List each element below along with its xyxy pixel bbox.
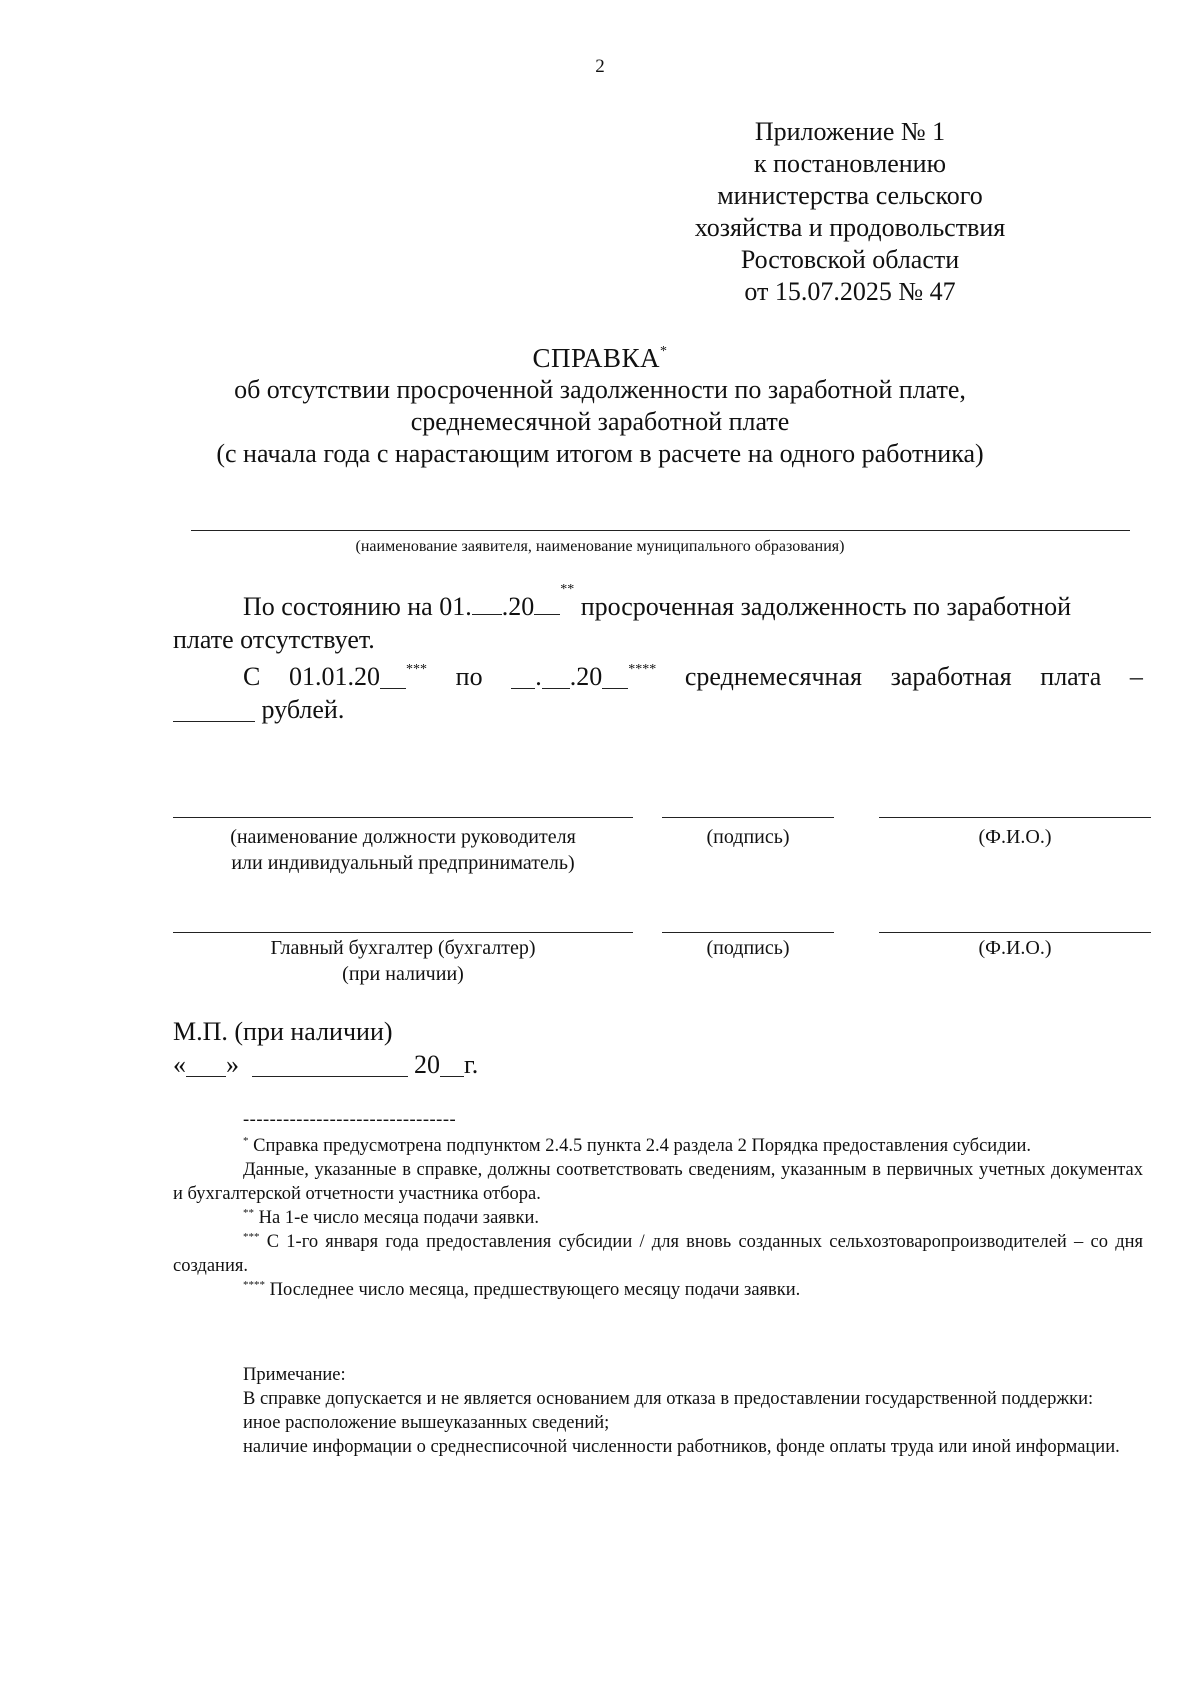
footnote-mark: ***	[243, 1231, 260, 1243]
paragraph-salary	[173, 660, 1143, 726]
blank-date-year	[440, 1052, 464, 1077]
blank-day	[511, 664, 535, 689]
date-year-suffix: г.	[464, 1050, 479, 1079]
title-line: среднемесячной заработной плате	[410, 407, 790, 436]
title-footnote-mark: *	[660, 344, 668, 359]
blank-date-month	[252, 1052, 408, 1077]
footnote-3	[173, 1230, 1143, 1278]
date-quote-open: «	[173, 1050, 186, 1079]
accountant-position-line	[173, 932, 633, 933]
p1-text-d: плате отсутствует.	[173, 625, 375, 654]
blank-year	[534, 590, 560, 615]
p2-word: среднемесячная	[684, 662, 862, 691]
footnote-mark: ***	[406, 662, 427, 677]
blank-salary-amount	[173, 697, 255, 722]
p2-word: по	[455, 662, 483, 691]
footnote-mark: **	[560, 582, 575, 597]
approval-line: от 15.07.2025 № 47	[744, 277, 956, 306]
title-heading: СПРАВКА	[532, 343, 661, 373]
footnote-text: С 1-го января года предоставления субсидии / для вновь созданных сельхозтоваропроизводителей – со дня создания.	[173, 1232, 1144, 1276]
document-title	[0, 342, 1200, 470]
footnotes	[173, 1108, 1143, 1302]
notes-heading: Примечание:	[243, 1365, 346, 1385]
date-year-prefix: 20	[414, 1050, 440, 1079]
notes	[173, 1363, 1143, 1459]
director-signature-line	[662, 817, 834, 818]
stamp-block	[173, 1015, 478, 1081]
applicant-name-line	[191, 530, 1130, 531]
accountant-position-caption	[173, 935, 633, 987]
director-name-line	[879, 817, 1151, 818]
applicant-caption: (наименование заявителя, наименование муниципального образования)	[355, 538, 845, 555]
p2-word: заработная	[890, 662, 1012, 691]
director-position-line	[173, 817, 633, 818]
footnote-separator: --------------------------------	[243, 1110, 457, 1130]
page-number: 2	[595, 56, 605, 77]
approval-line: министерства сельского	[717, 181, 983, 210]
note-item: иное расположение вышеуказанных сведений;	[243, 1413, 610, 1433]
footnote-text: На 1-е число месяца подачи заявки.	[258, 1208, 540, 1228]
footnote-4	[173, 1278, 1143, 1302]
p2-word: .	[535, 662, 542, 691]
paragraph-debt	[173, 582, 1143, 656]
caption-line: (наименование должности руководителя	[230, 826, 576, 848]
p2-word: плата	[1040, 662, 1102, 691]
blank-month-end	[542, 664, 570, 689]
director-name-caption: (Ф.И.О.)	[978, 826, 1052, 848]
approval-line: Приложение № 1	[754, 117, 946, 146]
stamp-label: М.П. (при наличии)	[173, 1017, 393, 1046]
footnote-mark: *	[243, 1135, 249, 1147]
footnote-1b: Данные, указанные в справке, должны соответствовать сведениям, указанным в первичных учетных документах и бухгалтерской отчетности участника отбора.	[173, 1160, 1143, 1204]
blank-year-start	[380, 664, 406, 689]
accountant-name-caption: (Ф.И.О.)	[978, 937, 1052, 959]
approval-block	[640, 116, 1060, 308]
accountant-name-line	[879, 932, 1151, 933]
footnote-mark: ****	[243, 1279, 265, 1291]
accountant-signature-line	[662, 932, 834, 933]
footnote-mark: **	[243, 1207, 254, 1219]
caption-line: (при наличии)	[342, 963, 464, 985]
p1-text-b: .20	[501, 592, 535, 621]
blank-month	[472, 590, 502, 615]
director-position-caption	[173, 824, 633, 876]
p1-text-c: просроченная задолженность по заработной	[580, 592, 1071, 621]
caption-line: или индивидуальный предприниматель)	[231, 852, 575, 874]
title-line: об отсутствии просроченной задолженности по заработной плате,	[234, 375, 966, 404]
approval-line: Ростовской области	[740, 245, 960, 274]
p2-word: рублей.	[261, 695, 345, 724]
caption-line: Главный бухгалтер (бухгалтер)	[270, 937, 536, 959]
director-signature-caption: (подпись)	[706, 826, 790, 848]
footnote-1	[173, 1134, 1143, 1158]
p2-word: .20	[569, 662, 603, 691]
note-item: наличие информации о среднесписочной численности работников, фонде оплаты труда или иной информации.	[243, 1437, 1120, 1457]
footnote-text: Справка предусмотрена подпунктом 2.4.5 пункта 2.4 раздела 2 Порядка предоставления субсидии.	[253, 1136, 1032, 1156]
footnote-mark: ****	[628, 662, 657, 677]
p2-word: 01.01.20	[289, 662, 380, 691]
date-quote-close: »	[226, 1050, 239, 1079]
approval-line: хозяйства и продовольствия	[694, 213, 1006, 242]
blank-year-end	[602, 664, 628, 689]
p2-word: С	[243, 662, 261, 691]
p1-text-a: По состоянию на 01.	[243, 592, 472, 621]
blank-date-day	[186, 1052, 226, 1077]
note-item: В справке допускается и не является основанием для отказа в предоставлении государственной поддержки:	[243, 1389, 1094, 1409]
p2-word: –	[1129, 662, 1143, 691]
footnote-text: Последнее число месяца, предшествующего месяцу подачи заявки.	[269, 1280, 801, 1300]
approval-line: к постановлению	[753, 149, 947, 178]
footnote-2	[173, 1206, 1143, 1230]
accountant-signature-caption: (подпись)	[706, 937, 790, 959]
title-line: (с начала года с нарастающим итогом в расчете на одного работника)	[216, 439, 984, 468]
